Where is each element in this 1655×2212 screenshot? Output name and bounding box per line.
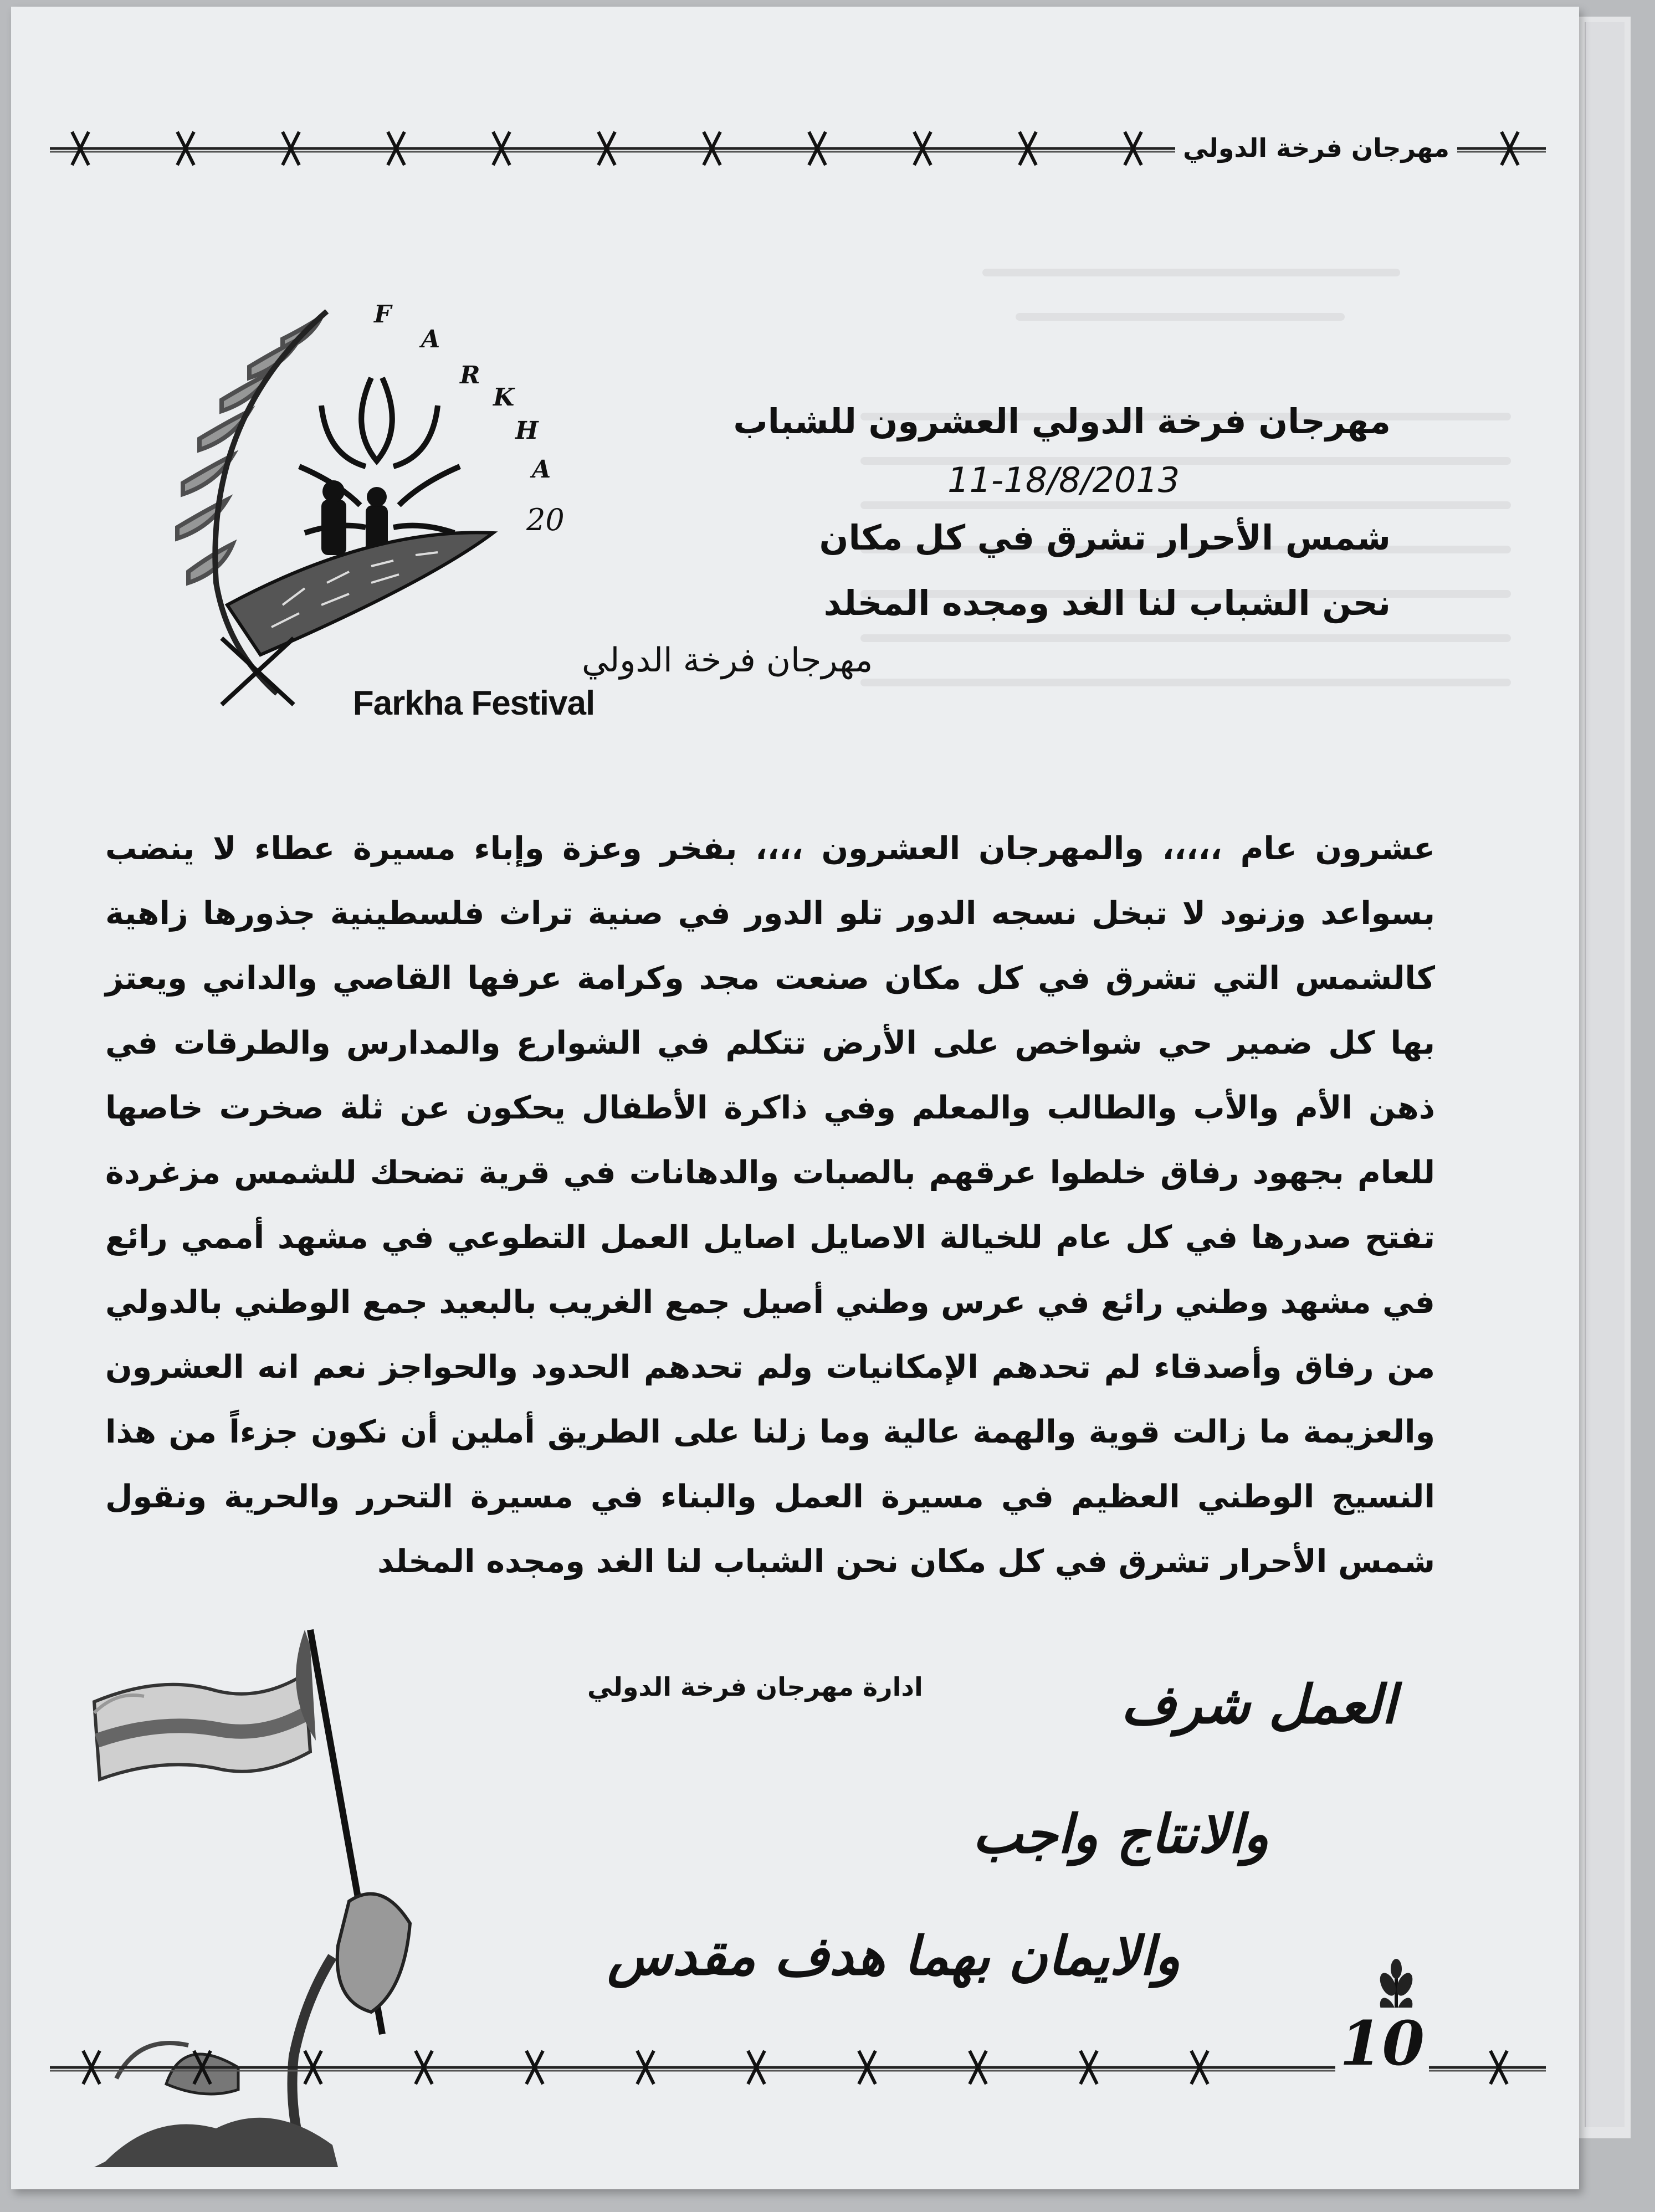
logo-letter-a2: A: [532, 455, 551, 484]
header-festival-label: مهرجان فرخة الدولي: [1175, 133, 1457, 163]
motto-line-3: والايمان بهما هدف مقدس: [607, 1924, 1180, 1987]
page-number: 10: [1335, 2008, 1429, 2079]
festival-sun-logo: [139, 295, 873, 738]
logo-letter-r: R: [460, 361, 480, 389]
barbed-wire-border-bottom: [50, 2034, 1546, 2101]
next-sheet-edge-2: [1585, 22, 1625, 2127]
logo-letter-f: F: [374, 300, 392, 329]
document-page: [11, 7, 1579, 2189]
signature: ادارة مهرجان فرخة الدولي: [587, 1672, 923, 1702]
logo-caption: Farkha Festival: [352, 684, 595, 722]
logo-letter-h: H: [515, 417, 539, 445]
logo-letter-a: A: [421, 325, 440, 353]
logo-arabic-caption: مهرجان فرخة الدولي: [582, 641, 873, 680]
festival-title: مهرجان فرخة الدولي العشرون للشباب: [733, 401, 1391, 442]
motto-line-2: والانتاج واجب: [972, 1803, 1269, 1865]
motto-line-1: العمل شرف: [1121, 1673, 1396, 1736]
show-through-texture: [842, 239, 1535, 793]
body-paragraph: عشرون عام ،،،،، والمهرجان العشرون ،،،، بفخر وعزة وإباء مسيرة عطاء لا ينضب بسواعد وزنود لا تبخل نسجه الدور تلو الدور في صنية تراث فلسطينية جذورها زاهية كالشمس التي تشرق في كل مكان صنعت مجد وكرامة عرفها القاصي والداني ويعتز بها كل ضمير حي شواخص على الأرض تتكلم في الشوارع والمدارس والطرقات في ذهن الأم والأب والطالب والمعلم وفي ذاكرة الأطفال يحكون عن ثلة صخرت خاصها للعام بجهود رفاق خلطوا عرقهم بالصبات والدهانات في قرية تضحك للشمس مزغردة تفتح صدرها في كل عام للخيالة الاصايل اصايل العمل التطوعي في مشهد أممي رائع في مشهد وطني رائع في عرس وطني أصيل جمع الغريب بالبعيد جمع الوطني بالدولي من رفاق وأصدقاء لم تحدهم الإمكانيات ولم تحدهم الحدود والحواجز نعم انه العشرون والعزيمة ما زالت قوية والهمة عالية وما زلنا على الطريق أملين أن نكون جزءاً من هذا النسيج الوطني العظيم في مسيرة العمل والبناء في مسيرة التحرر والحرية ونقول شمس الأحرار تشرق في كل مكان نحن الشباب لنا الغد ومجده المخلد: [105, 830, 1435, 1580]
logo-number: 20: [526, 502, 565, 537]
slogan-line-2: نحن الشباب لنا الغد ومجده المخلد: [823, 583, 1391, 623]
logo-letter-k: K: [493, 383, 515, 412]
festival-dates: 11-18/8/2013: [947, 460, 1180, 500]
slogan-line-1: شمس الأحرار تشرق في كل مكان: [819, 517, 1391, 558]
